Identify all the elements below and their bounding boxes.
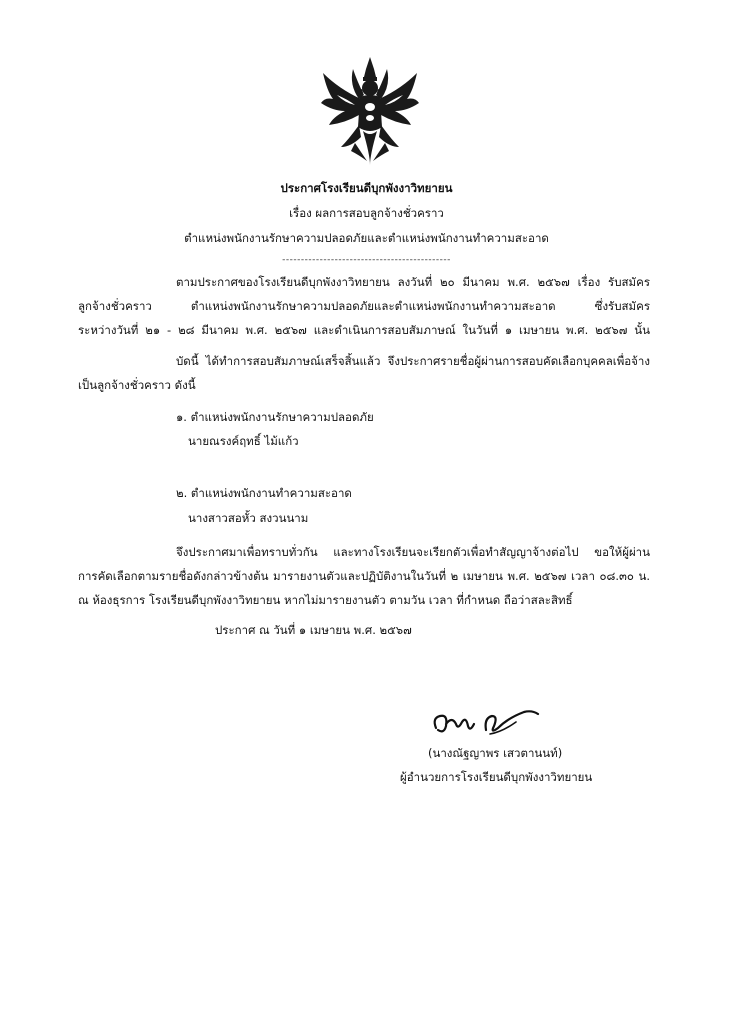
announcement-title: ประกาศโรงเรียนดีบุกพังงาวิทยายน (280, 181, 453, 195)
result-position-2: ๒. ตำแหน่งพนักงานทำความสะอาด (176, 486, 352, 500)
paragraph2-line2: เป็นลูกจ้างชั่วคราว ดังนี้ (78, 378, 196, 392)
announcement-subject: เรื่อง ผลการสอบลูกจ้างชั่วคราว (289, 206, 444, 220)
issued-date: ประกาศ ณ วันที่ ๑ เมษายน พ.ศ. ๒๕๖๗ (215, 623, 412, 637)
signer-position: ผู้อำนวยการโรงเรียนดีบุกพังงาวิทยายน (400, 770, 593, 784)
announcement-subject-positions: ตำแหน่งพนักงานรักษาความปลอดภัยและตำแหน่งพนักงานทำความสะอาด (184, 231, 549, 245)
signer-name: (นางณัฐญาพร เสวตานนท์) (428, 746, 563, 760)
paragraph3-line3: ณ ห้องธุรการ โรงเรียนดีบุกพังงาวิทยายน หากไม่มารายงานตัว ตามวัน เวลา ที่กำหนด ถือว่าสละสิทธิ์ (78, 593, 573, 607)
paragraph1-line2: ลูกจ้างชั่วคราว ตำแหน่งพนักงานรักษาความปลอดภัยและตำแหน่งพนักงานทำความสะอาด ซึ่งรับสมัคร (78, 299, 650, 313)
garuda-emblem-icon (319, 55, 421, 167)
header-divider: --------------------------------------------- (282, 255, 451, 265)
paragraph1-line1: ตามประกาศของโรงเรียนดีบุกพังงาวิทยายน ลงวันที่ ๒๐ มีนาคม พ.ศ. ๒๕๖๗ เรื่อง รับสมัคร (176, 275, 650, 289)
paragraph3-line1: จึงประกาศมาเพื่อทราบทั่วกัน และทางโรงเรียนจะเรียกตัวเพื่อทำสัญญาจ้างต่อไป ขอให้ผู้ผ่าน (176, 545, 650, 559)
paragraph3-line2: การคัดเลือกตามรายชื่อดังกล่าวข้างต้น มารายงานตัวและปฏิบัติงานในวันที่ ๒ เมษายน พ.ศ. ๒๕๖๗ เวลา ๐๘.๓๐ น. (78, 569, 650, 583)
paragraph2-line1: บัดนี้ ได้ทำการสอบสัมภาษณ์เสร็จสิ้นแล้ว จึงประกาศรายชื่อผู้ผ่านการสอบคัดเลือกบุคคลเพื่อจ้าง (176, 354, 650, 368)
result-name-2: นางสาวสอหั้ว สงวนนาม (188, 511, 309, 525)
result-name-1: นายณรงค์ฤทธิ์ ไม้แก้ว (188, 434, 299, 448)
result-position-1: ๑. ตำแหน่งพนักงานรักษาความปลอดภัย (176, 410, 374, 424)
handwritten-signature-icon (428, 704, 548, 740)
paragraph1-line3: ระหว่างวันที่ ๒๑ - ๒๘ มีนาคม พ.ศ. ๒๕๖๗ และดำเนินการสอบสัมภาษณ์ ในวันที่ ๑ เมษายน พ.ศ. ๒๕๖๗ นั้น (78, 323, 650, 337)
